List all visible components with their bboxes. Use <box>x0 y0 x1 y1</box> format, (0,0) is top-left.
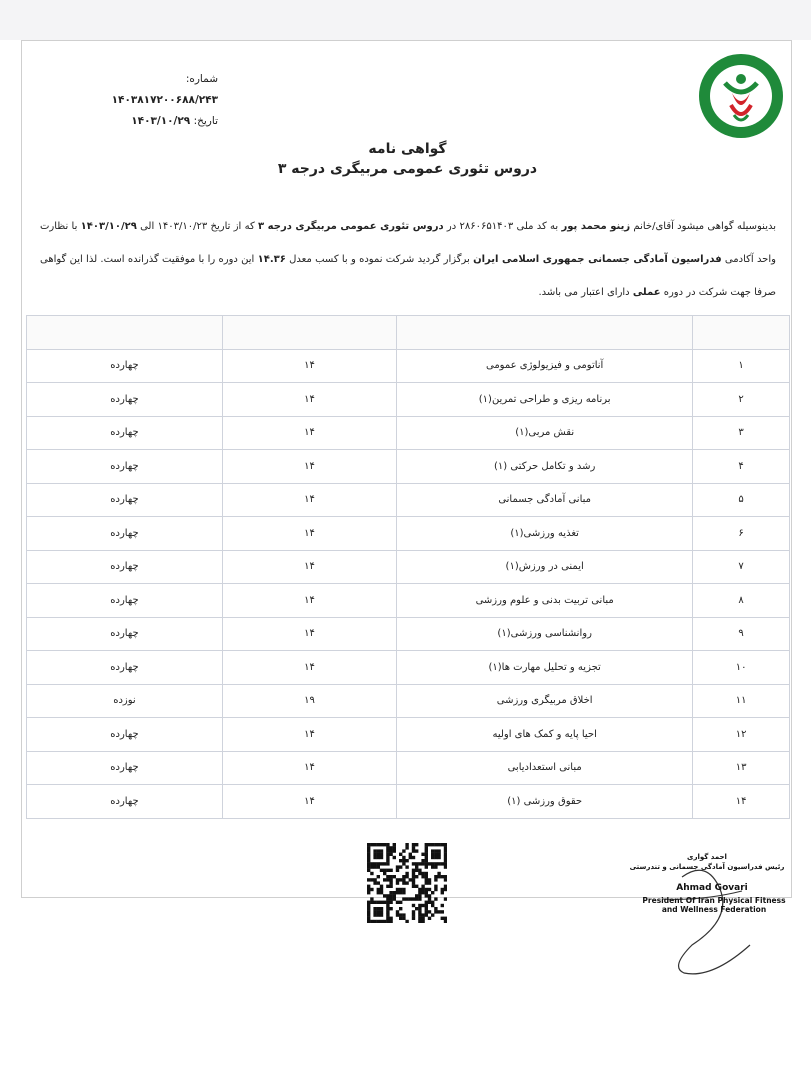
body-text: با نظارت واحد آکادمی <box>40 221 776 265</box>
header-cell-grade-words <box>27 316 223 350</box>
grade-words-cell: چهارده <box>27 517 223 551</box>
course-name: دروس تئوری عمومی مربیگری درجه ۳ <box>257 221 444 232</box>
row-number: ۲ <box>693 383 790 417</box>
course-name-cell: احیا پایه و کمک های اولیه <box>397 718 693 752</box>
grade-cell: ۱۹ <box>222 684 396 718</box>
course-name-cell: اخلاق مربیگری ورزشی <box>397 684 693 718</box>
row-number: ۶ <box>693 517 790 551</box>
course-name-cell: تغذیه ورزشی(۱) <box>397 517 693 551</box>
row-number: ۷ <box>693 550 790 584</box>
course-name-cell: ایمنی در ورزش(۱) <box>397 550 693 584</box>
grade-cell: ۱۴ <box>222 349 396 383</box>
body-text: این دوره را با موفقیت گذرانده است. لذا این گواهی صرفا جهت شرکت در دوره <box>40 254 776 298</box>
grade-cell: ۱۴ <box>222 550 396 584</box>
row-number: ۸ <box>693 584 790 618</box>
top-band <box>0 0 811 40</box>
certificate-title: گواهی نامه <box>368 141 447 157</box>
header-cell-course <box>397 316 693 350</box>
grade-words-cell: چهارده <box>27 383 223 417</box>
certificate-body <box>40 210 776 309</box>
document-date: ۱۴۰۳/۱۰/۲۹ <box>131 115 191 127</box>
signer-title-en-line1: President Of Iran Physical Fitness <box>642 896 786 905</box>
table-row <box>27 584 790 618</box>
row-number: ۱۱ <box>693 684 790 718</box>
grade-words-cell: چهارده <box>27 483 223 517</box>
document-number: ۱۴۰۳۸۱۷۲۰۰۶۸۸/۲۴۳ <box>111 94 218 106</box>
course-name-cell: مبانی آمادگی جسمانی <box>397 483 693 517</box>
grade-words-cell: چهارده <box>27 785 223 819</box>
row-number: ۱ <box>693 349 790 383</box>
row-number: ۱۰ <box>693 651 790 685</box>
table-row <box>27 651 790 685</box>
federation-logo <box>698 53 784 139</box>
federation-name: فدراسیون آمادگی جسمانی جمهوری اسلامی ایران <box>473 254 722 265</box>
row-number: ۵ <box>693 483 790 517</box>
document-number-label: شماره: <box>185 73 218 85</box>
grade-cell: ۱۴ <box>222 617 396 651</box>
grade-cell: ۱۴ <box>222 584 396 618</box>
start-date: ۱۴۰۳/۱۰/۲۳ <box>157 221 208 232</box>
row-number: ۱۴ <box>693 785 790 819</box>
body-text: برگزار گردید شرکت نموده و با کسب معدل <box>285 254 474 265</box>
signer-title-en-line2: and Wellness Federation <box>661 905 767 914</box>
grade-cell: ۱۴ <box>222 718 396 752</box>
federation-emblem-icon <box>698 53 784 139</box>
document-meta <box>78 69 218 132</box>
grade-words-cell: نوزده <box>27 684 223 718</box>
row-number: ۱۳ <box>693 751 790 785</box>
body-text: به کد ملی <box>513 221 562 232</box>
course-name-cell: نقش مربی(۱) <box>397 416 693 450</box>
grade-words-cell: چهارده <box>27 651 223 685</box>
row-number: ۹ <box>693 617 790 651</box>
course-name-cell: برنامه ریزی و طراحی تمرین(۱) <box>397 383 693 417</box>
table-row <box>27 416 790 450</box>
signer-title-fa: رئیس فدراسیون آمادگی جسمانی و تندرستی <box>629 863 785 871</box>
grade-words-cell: چهارده <box>27 584 223 618</box>
grade-words-cell: چهارده <box>27 550 223 584</box>
body-text: در <box>443 221 460 232</box>
student-name: زینو محمد پور <box>561 221 631 232</box>
grade-words-cell: چهارده <box>27 718 223 752</box>
table-row <box>27 617 790 651</box>
body-text: الی <box>136 221 158 232</box>
national-id: ۲۸۶۰۶۵۱۴۰۳ <box>459 221 514 232</box>
table-row <box>27 383 790 417</box>
table-row <box>27 684 790 718</box>
grade-cell: ۱۴ <box>222 483 396 517</box>
table-row <box>27 450 790 484</box>
course-name-cell: مبانی استعدادیابی <box>397 751 693 785</box>
table-header-row <box>27 316 790 350</box>
grade-cell: ۱۴ <box>222 450 396 484</box>
grades-table <box>26 315 790 819</box>
row-number: ۳ <box>693 416 790 450</box>
practical-word: عملی <box>632 287 661 298</box>
average-score: ۱۴.۳۶ <box>257 254 286 265</box>
table-row <box>27 751 790 785</box>
grade-words-cell: چهارده <box>27 416 223 450</box>
verification-qr-code[interactable] <box>367 843 447 923</box>
signer-name-en: Ahmad Govari <box>676 883 748 893</box>
certificate-page <box>21 40 792 914</box>
row-number: ۴ <box>693 450 790 484</box>
body-text: که از تاریخ <box>207 221 258 232</box>
header-cell-grade <box>222 316 396 350</box>
end-date: ۱۴۰۳/۱۰/۲۹ <box>80 221 137 232</box>
document-date-row <box>78 111 218 132</box>
grade-words-cell: چهارده <box>27 751 223 785</box>
table-row <box>27 785 790 819</box>
course-name-cell: رشد و تکامل حرکتی (۱) <box>397 450 693 484</box>
grade-cell: ۱۴ <box>222 416 396 450</box>
course-name-cell: تجزیه و تحلیل مهارت ها(۱) <box>397 651 693 685</box>
table-row <box>27 483 790 517</box>
grade-cell: ۱۴ <box>222 785 396 819</box>
body-text: بدینوسیله گواهی میشود آقای/خانم <box>630 221 777 232</box>
grade-words-cell: چهارده <box>27 450 223 484</box>
grade-cell: ۱۴ <box>222 651 396 685</box>
course-name-cell: روانشناسی ورزشی(۱) <box>397 617 693 651</box>
document-number-row <box>78 69 218 111</box>
course-name-cell: حقوق ورزشی (۱) <box>397 785 693 819</box>
row-number: ۱۲ <box>693 718 790 752</box>
table-row <box>27 718 790 752</box>
signer-name-fa: احمد گواری <box>687 853 727 861</box>
course-name-cell: آناتومی و فیزیولوژی عمومی <box>397 349 693 383</box>
body-text: دارای اعتبار می باشد. <box>538 287 633 298</box>
header-cell-number <box>693 316 790 350</box>
course-title: دروس تئوری عمومی مربیگری درجه ۳ <box>277 161 538 177</box>
document-date-label: تاریخ: <box>193 115 218 127</box>
qr-code-icon <box>367 843 447 923</box>
grade-cell: ۱۴ <box>222 383 396 417</box>
grade-words-cell: چهارده <box>27 349 223 383</box>
grade-cell: ۱۴ <box>222 517 396 551</box>
table-row <box>27 517 790 551</box>
table-row <box>27 550 790 584</box>
grade-cell: ۱۴ <box>222 751 396 785</box>
course-name-cell: مبانی تربیت بدنی و علوم ورزشی <box>397 584 693 618</box>
grade-words-cell: چهارده <box>27 617 223 651</box>
table-row <box>27 349 790 383</box>
